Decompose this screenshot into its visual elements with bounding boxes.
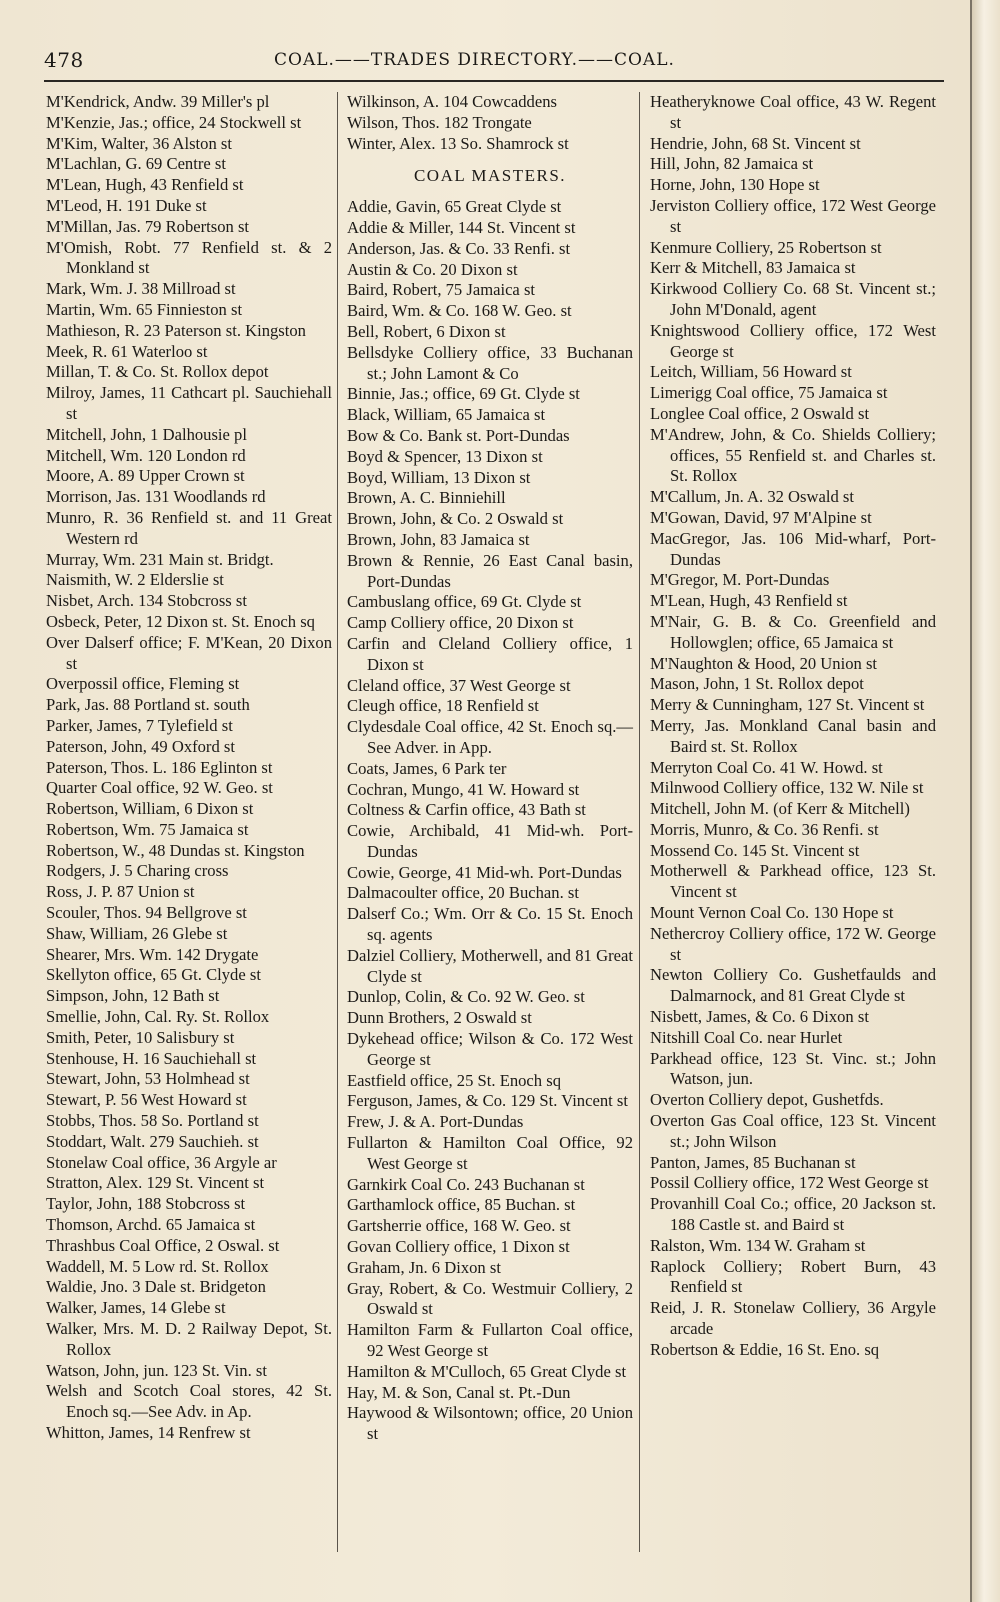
directory-entry: Horne, John, 130 Hope st: [650, 175, 820, 195]
directory-entry: Robertson & Eddie, 16 St. Eno. sq: [650, 1339, 880, 1359]
directory-entry: Cowie, Archibald, 41 Mid-wh. Port-Dundas: [347, 821, 633, 861]
directory-entry: Cleland office, 37 West George st: [347, 675, 571, 695]
coal-masters-list: [347, 197, 633, 1445]
directory-entry: Munro, R. 36 Renfield st. and 11 Great Western rd: [46, 507, 332, 548]
directory-entry: Overton Gas Coal office, 123 St. Vincent st.; John Wilson: [650, 1111, 936, 1151]
directory-entry: Ferguson, James, & Co. 129 St. Vincent st: [347, 1091, 628, 1111]
column-2: [347, 92, 633, 1445]
directory-entry: Austin & Co. 20 Dixon st: [347, 259, 518, 279]
directory-entry: M'Lachlan, G. 69 Centre st: [46, 154, 226, 174]
directory-entry: Merry & Cunningham, 127 St. Vincent st: [650, 695, 925, 715]
directory-entry: Garnkirk Coal Co. 243 Buchanan st: [347, 1174, 585, 1194]
directory-entry: Merry, Jas. Monkland Canal basin and Baird st. St. Rollox: [650, 715, 936, 756]
column-1: [46, 92, 332, 1444]
directory-entry: Mark, Wm. J. 38 Millroad st: [46, 279, 236, 299]
directory-entry: MacGregor, Jas. 106 Mid-wharf, Port-Dundas: [650, 528, 936, 569]
directory-entry: Leitch, William, 56 Howard st: [650, 362, 852, 382]
directory-entry: Cambuslang office, 69 Gt. Clyde st: [347, 592, 582, 612]
directory-entry: Waldie, Jno. 3 Dale st. Bridgeton: [46, 1277, 266, 1297]
directory-entry: Cochran, Mungo, 41 W. Howard st: [347, 779, 580, 799]
directory-entry: Brown, A. C. Binniehill: [347, 488, 506, 508]
directory-entry: Ralston, Wm. 134 W. Graham st: [650, 1235, 866, 1255]
directory-entry: Paterson, John, 49 Oxford st: [46, 736, 235, 756]
directory-entry: Nitshill Coal Co. near Hurlet: [650, 1027, 843, 1047]
directory-entry: Paterson, Thos. L. 186 Eglinton st: [46, 757, 273, 777]
directory-entry: Nethercroy Colliery office, 172 W. George st: [650, 923, 936, 964]
directory-entry: Walker, James, 14 Glebe st: [46, 1298, 226, 1318]
directory-entry: Stratton, Alex. 129 St. Vincent st: [46, 1173, 265, 1193]
directory-entry: Milroy, James, 11 Cathcart pl. Sauchiehall st: [46, 383, 332, 423]
directory-entry: Morrison, Jas. 131 Woodlands rd: [46, 487, 266, 507]
directory-entry: Waddell, M. 5 Low rd. St. Rollox: [46, 1256, 269, 1276]
directory-entry: Fullarton & Hamilton Coal Office, 92 West George st: [347, 1133, 633, 1173]
directory-entry: Stonelaw Coal office, 36 Argyle ar: [46, 1152, 277, 1172]
directory-entry: Hendrie, John, 68 St. Vincent st: [650, 133, 861, 153]
directory-entry: Martin, Wm. 65 Finnieston st: [46, 299, 243, 319]
directory-entry: Robertson, Wm. 75 Jamaica st: [46, 819, 249, 839]
directory-entry: Bow & Co. Bank st. Port-Dundas: [347, 425, 570, 445]
directory-entry: Baird, Robert, 75 Jamaica st: [347, 280, 536, 300]
directory-entry: Heatheryknowe Coal office, 43 W. Regent st: [650, 92, 936, 132]
directory-entry: M'Naughton & Hood, 20 Union st: [650, 653, 878, 673]
directory-entry: Watson, John, jun. 123 St. Vin. st: [46, 1360, 267, 1380]
directory-entry: Wilkinson, A. 104 Cowcaddens: [347, 92, 557, 111]
directory-entry: Rodgers, J. 5 Charing cross: [46, 861, 229, 881]
directory-entry: Bellsdyke Colliery office, 33 Buchanan st.; John Lamont & Co: [347, 342, 633, 383]
directory-entry: Brown & Rennie, 26 East Canal basin, Port-Dundas: [347, 550, 633, 591]
directory-entry: Merryton Coal Co. 41 W. Howd. st: [650, 757, 883, 777]
directory-entry: Ross, J. P. 87 Union st: [46, 882, 195, 902]
directory-entry: Longlee Coal office, 2 Oswald st: [650, 403, 870, 423]
directory-entry: Kerr & Mitchell, 83 Jamaica st: [650, 258, 856, 278]
directory-entry: Baird, Wm. & Co. 168 W. Geo. st: [347, 301, 572, 321]
directory-entry: Nisbet, Arch. 134 Stobcross st: [46, 591, 247, 611]
directory-entry: Govan Colliery office, 1 Dixon st: [347, 1237, 570, 1257]
directory-entry: Walker, Mrs. M. D. 2 Railway Depot, St. Rollox: [46, 1319, 332, 1359]
directory-entry: Smellie, John, Cal. Ry. St. Rollox: [46, 1007, 270, 1027]
directory-entry: Overpossil office, Fleming st: [46, 674, 240, 694]
directory-entry: Gray, Robert, & Co. Westmuir Colliery, 2 Oswald st: [347, 1278, 633, 1319]
directory-entry: M'Lean, Hugh, 43 Renfield st: [46, 175, 244, 195]
directory-entry: Mitchell, John M. (of Kerr & Mitchell): [650, 799, 910, 819]
directory-entry: Scouler, Thos. 94 Bellgrove st: [46, 903, 247, 923]
directory-entry: Millan, T. & Co. St. Rollox depot: [46, 362, 269, 382]
directory-entry: M'Gowan, David, 97 M'Alpine st: [650, 507, 872, 527]
directory-entry: Dykehead office; Wilson & Co. 172 West George st: [347, 1029, 633, 1069]
column-2-continued-entries: [347, 92, 633, 154]
directory-entry: M'Kendrick, Andw. 39 Miller's pl: [46, 92, 270, 111]
directory-entry: Garthamlock office, 85 Buchan. st: [347, 1195, 576, 1215]
directory-entry: Gartsherrie office, 168 W. Geo. st: [347, 1216, 571, 1236]
directory-entry: Milnwood Colliery office, 132 W. Nile st: [650, 778, 924, 798]
directory-entry: Anderson, Jas. & Co. 33 Renfi. st: [347, 238, 571, 258]
directory-entry: Brown, John, 83 Jamaica st: [347, 529, 530, 549]
directory-entry: Over Dalserf office; F. M'Kean, 20 Dixon st: [46, 632, 332, 673]
directory-entry: Thrashbus Coal Office, 2 Oswal. st: [46, 1235, 280, 1255]
directory-entry: Parkhead office, 123 St. Vinc. st.; John Watson, jun.: [650, 1048, 936, 1089]
directory-entry: Provanhill Coal Co.; office, 20 Jackson st. 188 Castle st. and Baird st: [650, 1194, 936, 1235]
directory-entry: Boyd, William, 13 Dixon st: [347, 467, 531, 487]
directory-entry: Wilson, Thos. 182 Trongate: [347, 112, 532, 132]
directory-entry: Graham, Jn. 6 Dixon st: [347, 1257, 501, 1277]
directory-entry: M'Callum, Jn. A. 32 Oswald st: [650, 487, 854, 507]
directory-entry: Simpson, John, 12 Bath st: [46, 986, 220, 1006]
running-head: [44, 48, 954, 76]
directory-entry: Welsh and Scotch Coal stores, 42 St. Enoch sq.—See Adv. in Ap.: [46, 1381, 332, 1422]
directory-entry: M'Millan, Jas. 79 Robertson st: [46, 216, 250, 236]
directory-entry: Haywood & Wilsontown; office, 20 Union st: [347, 1403, 633, 1444]
directory-entry: Bell, Robert, 6 Dixon st: [347, 321, 506, 341]
directory-entry: Shearer, Mrs. Wm. 142 Drygate: [46, 944, 259, 964]
directory-entry: Park, Jas. 88 Portland st. south: [46, 695, 250, 715]
column-divider: [639, 92, 640, 1552]
directory-entry: Motherwell & Parkhead office, 123 St. Vincent st: [650, 861, 936, 902]
directory-entry: Mount Vernon Coal Co. 130 Hope st: [650, 903, 894, 923]
directory-entry: Quarter Coal office, 92 W. Geo. st: [46, 778, 273, 798]
directory-entry: Newton Colliery Co. Gushetfaulds and Dalmarnock, and 81 Great Clyde st: [650, 965, 936, 1006]
directory-entry: Boyd & Spencer, 13 Dixon st: [347, 446, 543, 466]
directory-entry: Knightswood Colliery office, 172 West George st: [650, 320, 936, 361]
directory-entry: Shaw, William, 26 Glebe st: [46, 923, 228, 943]
directory-entry: Binnie, Jas.; office, 69 Gt. Clyde st: [347, 384, 580, 404]
column-divider: [337, 92, 338, 1552]
directory-entry: Nisbett, James, & Co. 6 Dixon st: [650, 1007, 869, 1027]
directory-entry: Dalziel Colliery, Motherwell, and 81 Great Clyde st: [347, 945, 633, 986]
adjacent-page-edge: [970, 0, 1000, 1602]
directory-entry: Stoddart, Walt. 279 Sauchieh. st: [46, 1131, 259, 1151]
directory-entry: Coltness & Carfin office, 43 Bath st: [347, 800, 586, 820]
directory-entry: Stewart, John, 53 Holmhead st: [46, 1069, 250, 1089]
directory-entry: Osbeck, Peter, 12 Dixon st. St. Enoch sq: [46, 611, 315, 631]
directory-entry: Overton Colliery depot, Gushetfds.: [650, 1090, 884, 1110]
directory-entry: Hay, M. & Son, Canal st. Pt.-Dun: [347, 1382, 571, 1402]
page-title: COAL.——TRADES DIRECTORY.——COAL.: [274, 50, 675, 70]
directory-entry: Dunn Brothers, 2 Oswald st: [347, 1008, 532, 1028]
directory-entry: Taylor, John, 188 Stobcross st: [46, 1194, 246, 1214]
directory-entry: Mason, John, 1 St. Rollox depot: [650, 674, 864, 694]
directory-entry: Smith, Peter, 10 Salisbury st: [46, 1027, 235, 1047]
directory-entry: M'Andrew, John, & Co. Shields Colliery; offices, 55 Renfield st. and Charles st. St. Rollox: [650, 424, 936, 486]
directory-entry: Camp Colliery office, 20 Dixon st: [347, 613, 574, 633]
directory-entry: Whitton, James, 14 Renfrew st: [46, 1423, 251, 1442]
directory-entry: Parker, James, 7 Tylefield st: [46, 715, 233, 735]
directory-entry: Addie & Miller, 144 St. Vincent st: [347, 217, 576, 237]
directory-entry: Carfin and Cleland Colliery office, 1 Dixon st: [347, 633, 633, 674]
directory-entry: Coats, James, 6 Park ter: [347, 758, 507, 778]
directory-entry: Stobbs, Thos. 58 So. Portland st: [46, 1111, 259, 1131]
directory-entry: Kenmure Colliery, 25 Robertson st: [650, 237, 882, 257]
directory-entry: Cowie, George, 41 Mid-wh. Port-Dundas: [347, 862, 622, 882]
directory-entry: M'Kim, Walter, 36 Alston st: [46, 133, 232, 153]
column-3: [650, 92, 936, 1361]
directory-entry: Murray, Wm. 231 Main st. Bridgt.: [46, 549, 274, 569]
directory-entry: M'Lean, Hugh, 43 Renfield st: [650, 591, 848, 611]
directory-entry: Stenhouse, H. 16 Sauchiehall st: [46, 1048, 257, 1068]
directory-entry: Mitchell, Wm. 120 London rd: [46, 445, 246, 465]
directory-entry: Cleugh office, 18 Renfield st: [347, 696, 539, 716]
directory-entry: Robertson, W., 48 Dundas st. Kingston: [46, 840, 305, 860]
directory-entry: Addie, Gavin, 65 Great Clyde st: [347, 197, 562, 217]
directory-entry: Naismith, W. 2 Elderslie st: [46, 570, 224, 590]
directory-entry: Kirkwood Colliery Co. 68 St. Vincent st.; John M'Donald, agent: [650, 279, 936, 319]
page-number: 478: [44, 48, 84, 72]
directory-entry: M'Leod, H. 191 Duke st: [46, 195, 207, 215]
directory-entry: Raplock Colliery; Robert Burn, 43 Renfield st: [650, 1256, 936, 1297]
directory-entry: Mitchell, John, 1 Dalhousie pl: [46, 424, 247, 444]
directory-entry: Clydesdale Coal office, 42 St. Enoch sq.—See Adver. in App.: [347, 717, 633, 757]
directory-entry: Reid, J. R. Stonelaw Colliery, 36 Argyle arcade: [650, 1298, 936, 1339]
directory-entry: Thomson, Archd. 65 Jamaica st: [46, 1215, 256, 1235]
directory-entry: Panton, James, 85 Buchanan st: [650, 1152, 856, 1172]
directory-entry: Jerviston Colliery office, 172 West George st: [650, 195, 936, 236]
directory-entry: Dalmacoulter office, 20 Buchan. st: [347, 883, 579, 903]
directory-entry: M'Nair, G. B. & Co. Greenfield and Hollowglen; office, 65 Jamaica st: [650, 611, 936, 652]
directory-entry: Mossend Co. 145 St. Vincent st: [650, 840, 860, 860]
directory-entry: Robertson, William, 6 Dixon st: [46, 799, 254, 819]
directory-entry: Meek, R. 61 Waterloo st: [46, 341, 208, 361]
directory-entry: Hamilton & M'Culloch, 65 Great Clyde st: [347, 1361, 627, 1381]
directory-entry: Winter, Alex. 13 So. Shamrock st: [347, 133, 569, 153]
directory-entry: Dunlop, Colin, & Co. 92 W. Geo. st: [347, 987, 585, 1007]
directory-entry: Brown, John, & Co. 2 Oswald st: [347, 509, 564, 529]
directory-entry: Hill, John, 82 Jamaica st: [650, 154, 814, 174]
directory-entry: Skellyton office, 65 Gt. Clyde st: [46, 965, 261, 985]
directory-entry: Morris, Munro, & Co. 36 Renfi. st: [650, 819, 879, 839]
header-rule: [44, 80, 944, 82]
directory-entry: Mathieson, R. 23 Paterson st. Kingston: [46, 320, 306, 340]
section-heading: COAL MASTERS.: [413, 166, 567, 186]
directory-entry: M'Gregor, M. Port-Dundas: [650, 570, 830, 590]
directory-entry: Dalserf Co.; Wm. Orr & Co. 15 St. Enoch sq. agents: [347, 904, 633, 945]
directory-entry: Hamilton Farm & Fullarton Coal office, 92 West George st: [347, 1320, 633, 1361]
directory-entry: M'Kenzie, Jas.; office, 24 Stockwell st: [46, 112, 302, 132]
directory-entry: Moore, A. 89 Upper Crown st: [46, 466, 245, 486]
directory-entry: Eastfield office, 25 St. Enoch sq: [347, 1070, 561, 1090]
directory-entry: Possil Colliery office, 172 West George st: [650, 1173, 929, 1193]
directory-entry: Limerigg Coal office, 75 Jamaica st: [650, 383, 888, 403]
directory-entry: Frew, J. & A. Port-Dundas: [347, 1112, 524, 1132]
directory-entry: Black, William, 65 Jamaica st: [347, 405, 546, 425]
directory-entry: M'Omish, Robt. 77 Renfield st. & 2 Monkland st: [46, 237, 332, 278]
directory-entry: Stewart, P. 56 West Howard st: [46, 1090, 247, 1110]
